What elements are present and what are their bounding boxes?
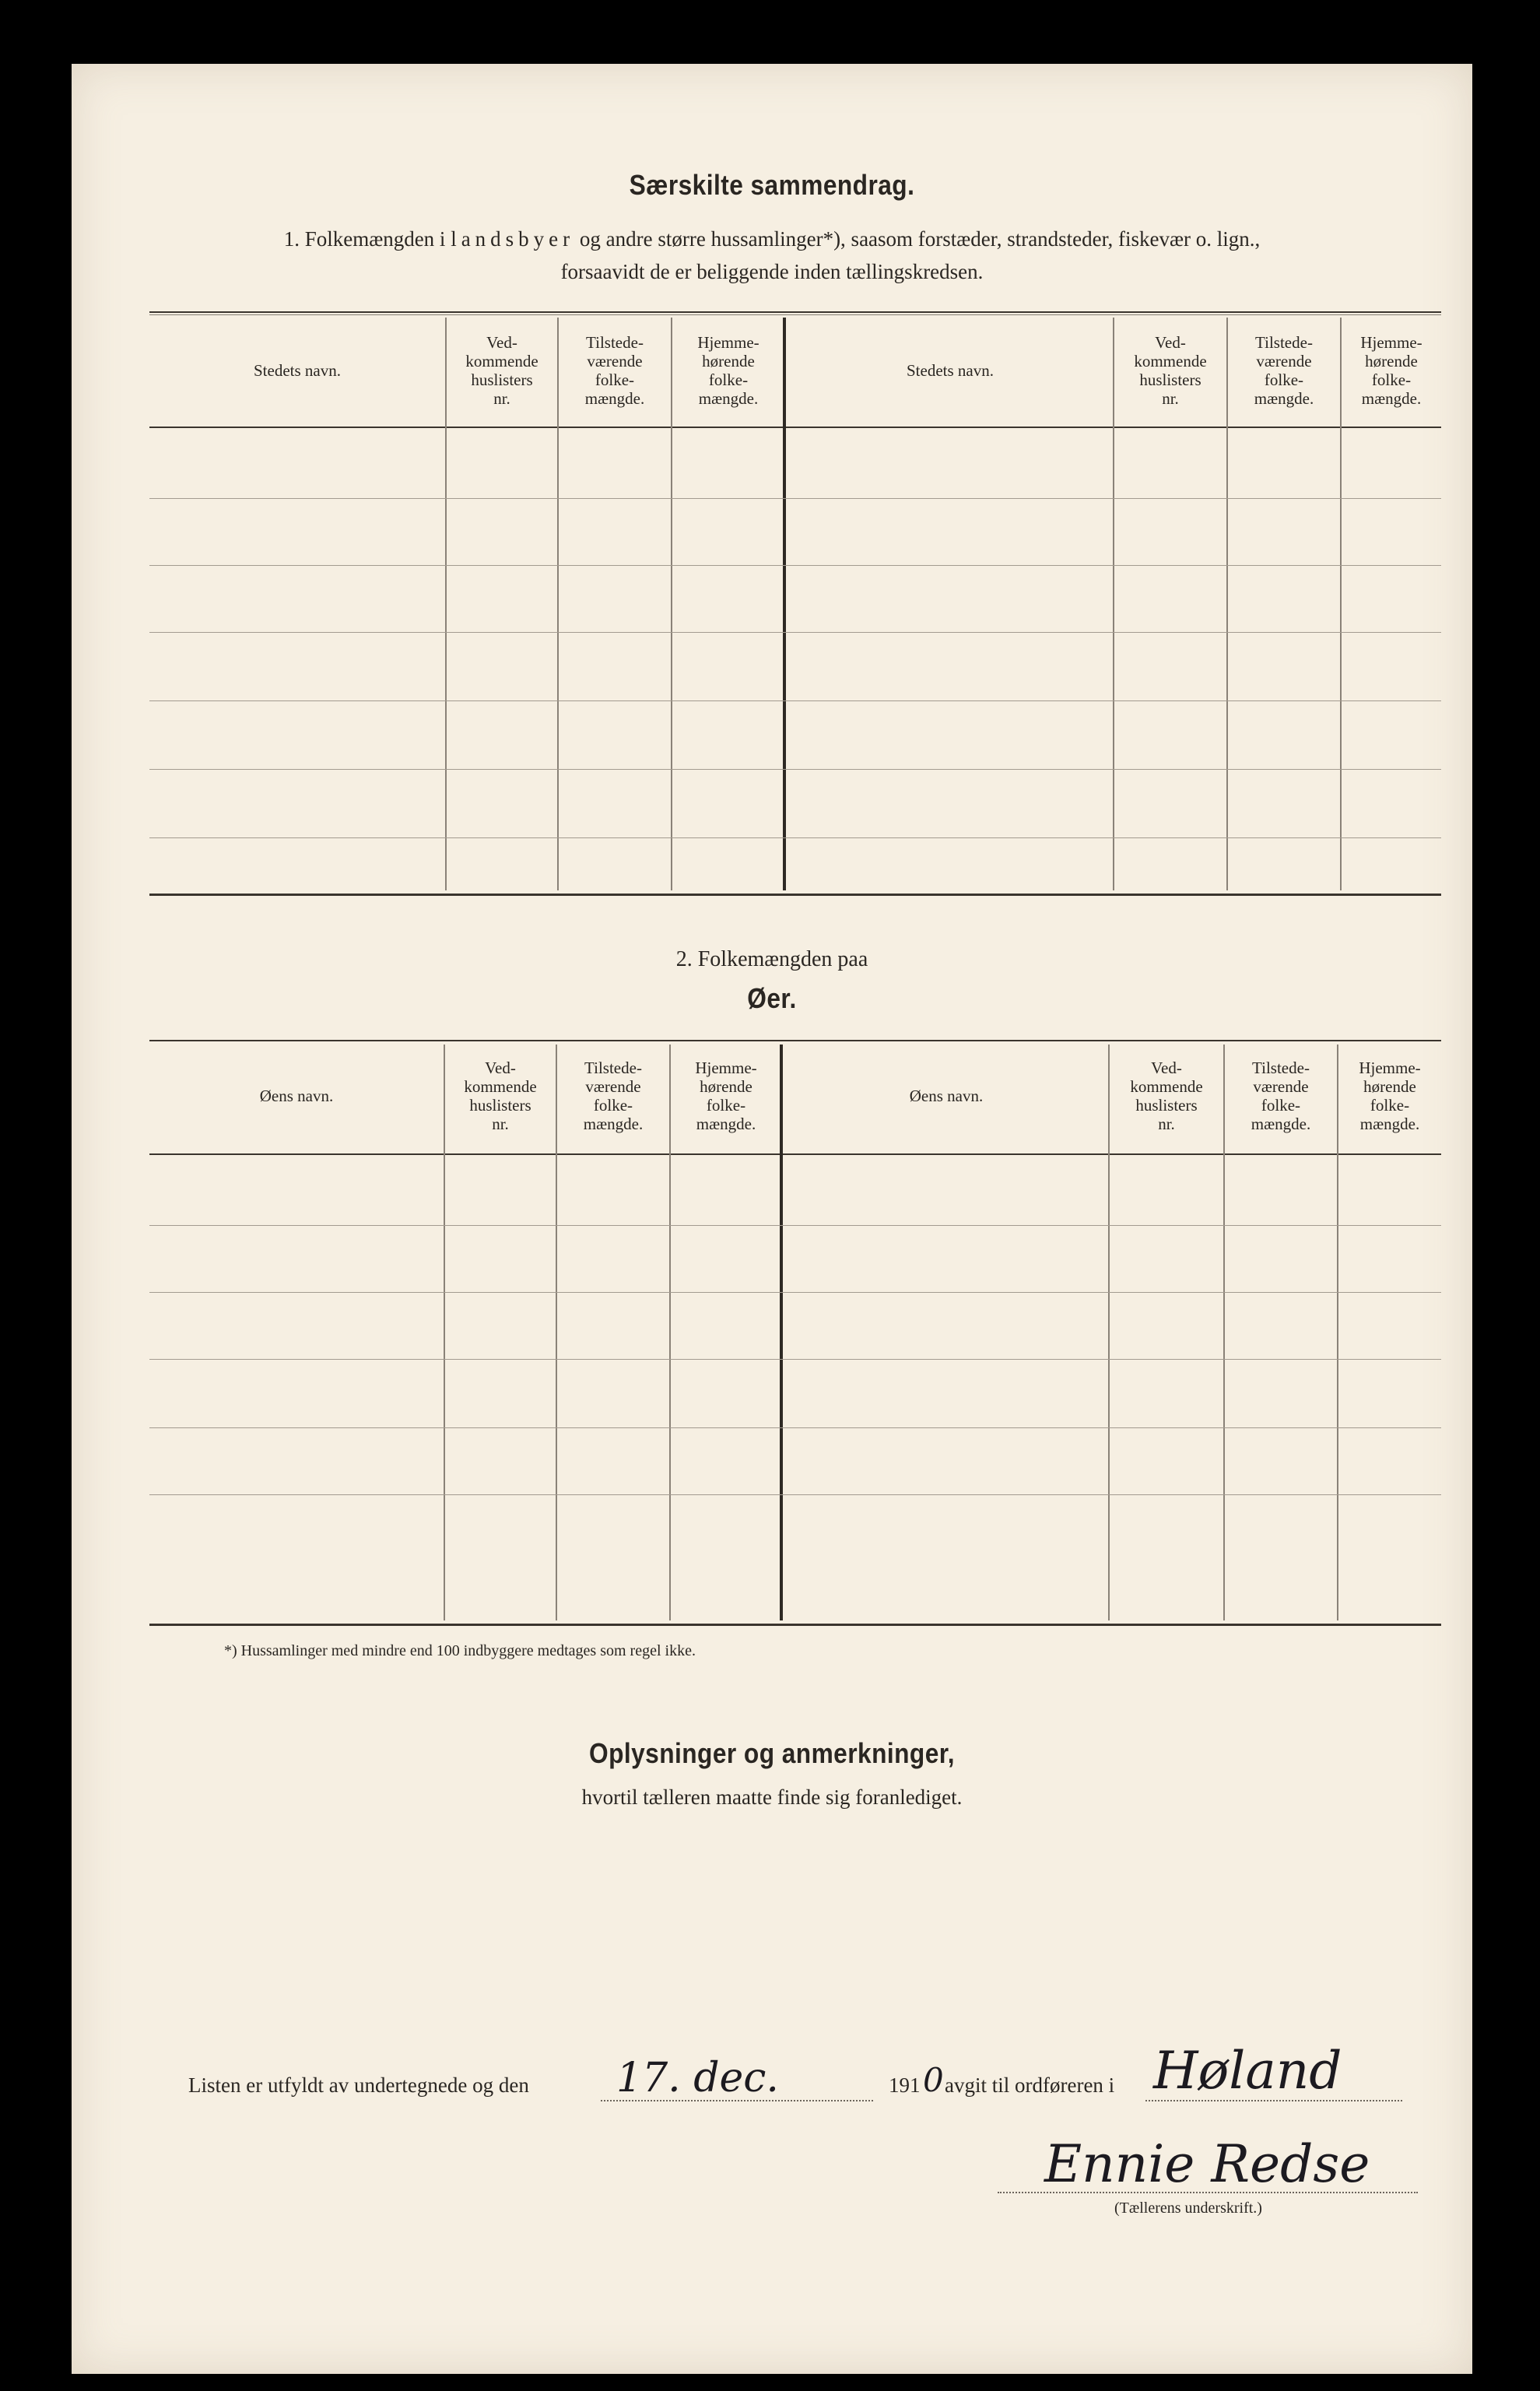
table1-vline (1340, 318, 1342, 890)
table1-header-rule (149, 427, 1441, 428)
remarks-title: Oplysninger og anmerkninger, (588, 1737, 956, 1769)
table2-row-line (149, 1427, 1441, 1428)
table2-vline (1223, 1045, 1225, 1620)
table2-header-listnr-right: Ved- kommende huslisters nr. (1130, 1059, 1203, 1133)
section2-heading: 2. Folkemængden paa (675, 947, 868, 971)
table1-top-rule-2 (149, 314, 1441, 315)
table2-vline (1337, 1045, 1338, 1620)
section1-intro (103, 227, 1441, 251)
table1-header-present-right: Tilstede- værende folke- mængde. (1254, 333, 1314, 408)
table1-header-resident-right: Hjemme- hørende folke- mængde. (1360, 333, 1422, 408)
signature-middle: avgit til ordføreren i (945, 2073, 1115, 2097)
table1-vline (1113, 318, 1114, 890)
table2-vline (444, 1045, 445, 1620)
table2-header-name-left: Øens navn. (259, 1087, 334, 1105)
table1-row-line (149, 498, 1441, 499)
remarks-subtitle: hvortil tælleren maatte finde sig foranlediget. (581, 1785, 963, 1809)
section2-title: Øer. (747, 982, 797, 1014)
table1-vline (557, 318, 559, 890)
table1-top-rule (149, 311, 1441, 313)
table1-row-line (149, 632, 1441, 633)
section1-intro-spaced: landsbyer (451, 227, 575, 251)
year-suffix: 0 (923, 2061, 944, 2099)
census-form-page (72, 64, 1472, 2374)
table1-header-name-right: Stedets navn. (907, 361, 994, 380)
table2-header-listnr-left: Ved- kommende huslisters nr. (464, 1059, 537, 1133)
signature-prefix: Listen er utfyldt av undertegnede og den (188, 2073, 529, 2097)
footnote: *) Hussamlinger med mindre end 100 indbyggere medtages som regel ikke. (224, 1642, 696, 1659)
table1-vline (1226, 318, 1228, 890)
table1-row-line (149, 565, 1441, 566)
table2-row-line (149, 1359, 1441, 1360)
table1-center-divider (783, 318, 786, 890)
table2-vline (556, 1045, 557, 1620)
table1-row-line (149, 700, 1441, 701)
table1-header-listnr-right: Ved- kommende huslisters nr. (1134, 333, 1207, 408)
table1-header-resident-left: Hjemme- hørende folke- mængde. (697, 333, 759, 408)
section1-intro-rest: og andre større hussamlinger*), saasom forstæder, strandsteder, fiskevær o. lign., (574, 227, 1261, 251)
table2-header-name-right: Øens navn. (909, 1087, 984, 1105)
table2-header-rule (149, 1153, 1441, 1155)
table2-vline (669, 1045, 671, 1620)
table1-header-present-left: Tilstede- værende folke- mængde. (584, 333, 645, 408)
table1-row-line (149, 769, 1441, 770)
table1-vline (445, 318, 447, 890)
table2-center-divider (780, 1045, 783, 1620)
table2-top-rule (149, 1040, 1441, 1041)
signature-caption: (Tællerens underskrift.) (1114, 2200, 1262, 2217)
table1-header-name-left: Stedets navn. (254, 361, 341, 380)
table2-header-present-right: Tilstede- værende folke- mængde. (1251, 1059, 1311, 1133)
table1-header-listnr-left: Ved- kommende huslisters nr. (465, 333, 538, 408)
table2-vline (1108, 1045, 1110, 1620)
page-title: Særskilte sammendrag. (629, 169, 915, 201)
year-prefix: 191 (889, 2073, 921, 2097)
municipality-field: Høland (1153, 2041, 1342, 2101)
table2-header-resident-left: Hjemme- hørende folke- mængde. (695, 1059, 757, 1133)
enumerator-signature: Ennie Redse (1044, 2134, 1370, 2194)
section1-intro-prefix: 1. Folkemængden i (283, 227, 451, 251)
table2-header-present-left: Tilstede- værende folke- mængde. (583, 1059, 644, 1133)
table2-row-line (149, 1494, 1441, 1495)
table1-bottom-rule (149, 894, 1441, 896)
table1-row-line (149, 837, 1441, 838)
date-field: 17. dec. (616, 2055, 779, 2101)
table2-header-resident-right: Hjemme- hørende folke- mængde. (1359, 1059, 1421, 1133)
section1-intro-line2: forsaavidt de er beliggende inden tællingskredsen. (560, 260, 984, 283)
table2-row-line (149, 1292, 1441, 1293)
table1-vline (671, 318, 672, 890)
table2-row-line (149, 1225, 1441, 1226)
table2-bottom-rule (149, 1624, 1441, 1626)
